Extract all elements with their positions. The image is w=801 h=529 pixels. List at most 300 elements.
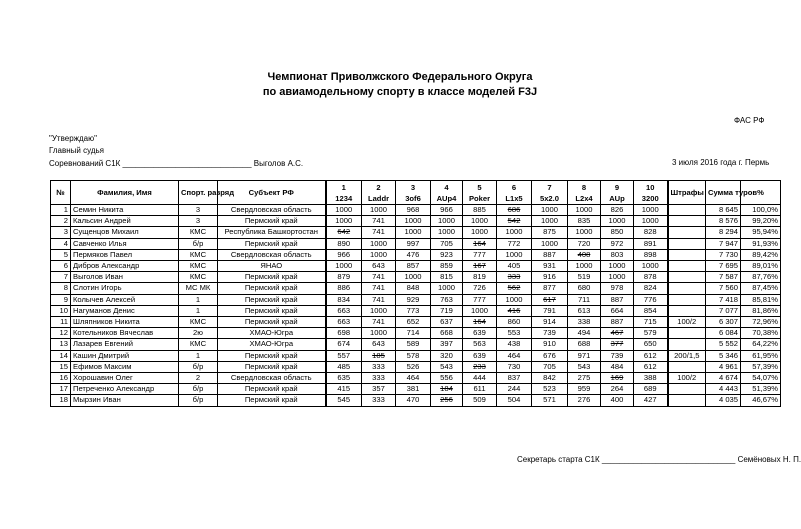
name-cell: Выголов Иван (71, 272, 179, 283)
score-cell: 464 (497, 350, 532, 361)
region-cell: Пермский край (218, 305, 326, 316)
score-cell: 772 (497, 238, 532, 249)
score-cell: 688 (568, 339, 601, 350)
score-cell (497, 216, 532, 227)
score-cell: 916 (532, 272, 568, 283)
pct-cell: 89,01% (741, 261, 781, 272)
penalty-cell (668, 249, 706, 260)
score-cell: 711 (568, 294, 601, 305)
score-cell: 415 (326, 384, 362, 395)
sum-cell: 7 587 (706, 272, 741, 283)
score-cell: 1000 (568, 261, 601, 272)
score-cell: 476 (396, 249, 431, 260)
name-cell: Мырзин Иван (71, 395, 179, 406)
score-cell: 997 (396, 238, 431, 249)
pct-cell: 81,86% (741, 305, 781, 316)
score-cell: 857 (396, 261, 431, 272)
score-cell: 1000 (431, 216, 463, 227)
table-body (51, 205, 781, 407)
judge-line: Соревнований С1К _____________________________ Выголов А.С. (49, 159, 304, 168)
score-cell: 637 (431, 317, 463, 328)
rank-cell: КМС (179, 272, 218, 283)
results-table (50, 180, 781, 407)
penalty-cell (668, 384, 706, 395)
score-cell: 663 (326, 305, 362, 316)
penalty-cell: 100/2 (668, 373, 706, 384)
score-cell (431, 384, 463, 395)
score-cell: 1000 (532, 238, 568, 249)
score-cell: 1000 (362, 305, 396, 316)
sum-cell: 5 346 (706, 350, 741, 361)
score-cell: 1000 (396, 272, 431, 283)
score-cell: 719 (431, 305, 463, 316)
n-cell: 1 (51, 205, 71, 216)
score-cell: 556 (431, 373, 463, 384)
score-cell: 923 (431, 249, 463, 260)
score-cell: 680 (568, 283, 601, 294)
score-cell: 885 (463, 205, 497, 216)
name-cell: Кашин Дмитрий (71, 350, 179, 361)
penalty-cell (668, 339, 706, 350)
region-cell: Пермский край (218, 317, 326, 328)
table-row (51, 373, 781, 384)
table-row (51, 238, 781, 249)
header-cell: 9 AUp (601, 181, 634, 205)
name-cell: Дибров Александр (71, 261, 179, 272)
score-cell (497, 205, 532, 216)
rank-cell: 1 (179, 350, 218, 361)
score-cell: 887 (532, 249, 568, 260)
pct-cell: 51,39% (741, 384, 781, 395)
n-cell: 6 (51, 261, 71, 272)
score-cell: 635 (326, 373, 362, 384)
pct-cell: 95,94% (741, 227, 781, 238)
score-cell: 485 (326, 361, 362, 372)
sum-cell: 8 645 (706, 205, 741, 216)
sum-cell: 7 560 (706, 283, 741, 294)
name-cell: Семин Никита (71, 205, 179, 216)
score-cell (463, 317, 497, 328)
header-cell: 3 3of6 (396, 181, 431, 205)
score-cell: 878 (634, 272, 668, 283)
score-cell: 1000 (463, 216, 497, 227)
discarded-score: 377 (610, 339, 624, 349)
score-cell: 929 (396, 294, 431, 305)
score-cell: 819 (463, 272, 497, 283)
table-row (51, 205, 781, 216)
header-cell: 10 3200 (634, 181, 668, 205)
score-cell: 1000 (362, 205, 396, 216)
score-cell: 826 (601, 205, 634, 216)
score-cell: 578 (396, 350, 431, 361)
score-cell: 741 (362, 272, 396, 283)
rank-cell: 1 (179, 294, 218, 305)
score-cell: 405 (497, 261, 532, 272)
score-cell: 834 (326, 294, 362, 305)
pct-cell: 85,81% (741, 294, 781, 305)
region-cell: Пермский край (218, 294, 326, 305)
score-cell: 966 (431, 205, 463, 216)
name-cell: Хорошавин Олег (71, 373, 179, 384)
score-cell: 1000 (463, 227, 497, 238)
sum-cell: 5 552 (706, 339, 741, 350)
score-cell: 879 (326, 272, 362, 283)
header-cell: 8 L2x4 (568, 181, 601, 205)
table-header-row (51, 181, 781, 205)
score-cell: 643 (362, 261, 396, 272)
judge-title: Главный судья (49, 146, 105, 155)
score-cell: 612 (634, 361, 668, 372)
penalty-cell (668, 216, 706, 227)
score-cell (497, 305, 532, 316)
table-row (51, 361, 781, 372)
discarded-score: 167 (473, 261, 486, 271)
region-cell: Пермский край (218, 238, 326, 249)
score-cell: 381 (396, 384, 431, 395)
score-cell: 978 (601, 283, 634, 294)
region-cell: ХМАО-Югра (218, 328, 326, 339)
rank-cell: КМС (179, 261, 218, 272)
score-cell (463, 238, 497, 249)
region-cell: Пермский край (218, 350, 326, 361)
score-cell (601, 328, 634, 339)
rank-cell: б/р (179, 238, 218, 249)
score-cell (497, 272, 532, 283)
score-cell: 848 (396, 283, 431, 294)
sum-cell: 6 084 (706, 328, 741, 339)
score-cell (463, 261, 497, 272)
header-cell: % (741, 181, 781, 205)
region-cell: Свердловская область (218, 205, 326, 216)
discarded-score: 184 (440, 384, 453, 394)
score-cell: 571 (532, 395, 568, 406)
score-cell: 509 (463, 395, 497, 406)
pct-cell: 46,67% (741, 395, 781, 406)
score-cell: 444 (463, 373, 497, 384)
name-cell: Сущенцов Михаил (71, 227, 179, 238)
n-cell: 14 (51, 350, 71, 361)
score-cell: 388 (634, 373, 668, 384)
score-cell (568, 249, 601, 260)
penalty-cell (668, 227, 706, 238)
pct-cell: 70,38% (741, 328, 781, 339)
score-cell: 887 (601, 317, 634, 328)
score-cell: 741 (362, 216, 396, 227)
score-cell: 777 (463, 249, 497, 260)
rank-cell: б/р (179, 395, 218, 406)
score-cell: 333 (362, 395, 396, 406)
score-cell: 705 (532, 361, 568, 372)
score-cell: 504 (497, 395, 532, 406)
sum-cell: 8 576 (706, 216, 741, 227)
discarded-score: 164 (473, 238, 486, 248)
score-cell: 674 (326, 339, 362, 350)
score-cell: 741 (362, 294, 396, 305)
score-cell: 959 (568, 384, 601, 395)
score-cell (497, 283, 532, 294)
n-cell: 12 (51, 328, 71, 339)
discarded-score: 164 (473, 317, 486, 327)
table-row (51, 317, 781, 328)
score-cell: 776 (634, 294, 668, 305)
penalty-cell (668, 261, 706, 272)
n-cell: 7 (51, 272, 71, 283)
score-cell: 842 (532, 373, 568, 384)
score-cell: 1000 (601, 261, 634, 272)
table-row (51, 294, 781, 305)
name-cell: Шляпников Никита (71, 317, 179, 328)
header-cell: № (51, 181, 71, 205)
n-cell: 5 (51, 249, 71, 260)
score-cell (601, 373, 634, 384)
n-cell: 13 (51, 339, 71, 350)
score-cell: 859 (431, 261, 463, 272)
score-cell: 890 (326, 238, 362, 249)
pct-cell: 72,96% (741, 317, 781, 328)
rank-cell: б/р (179, 384, 218, 395)
region-cell: Пермский край (218, 395, 326, 406)
score-cell: 1000 (362, 238, 396, 249)
score-cell (463, 361, 497, 372)
header-cell: 2 Laddr (362, 181, 396, 205)
score-cell: 854 (634, 305, 668, 316)
score-cell: 1000 (601, 272, 634, 283)
penalty-cell (668, 361, 706, 372)
n-cell: 3 (51, 227, 71, 238)
discarded-score: 256 (440, 395, 453, 405)
pct-cell: 87,45% (741, 283, 781, 294)
score-cell: 427 (634, 395, 668, 406)
discarded-score: 185 (372, 350, 385, 360)
name-cell: Савченко Илья (71, 238, 179, 249)
discarded-score: 617 (543, 294, 556, 304)
region-cell: Пермский край (218, 384, 326, 395)
name-cell: Лазарев Евгений (71, 339, 179, 350)
score-cell: 835 (568, 216, 601, 227)
score-cell: 910 (532, 339, 568, 350)
score-cell: 689 (634, 384, 668, 395)
score-cell: 803 (601, 249, 634, 260)
score-cell: 741 (362, 283, 396, 294)
region-cell: Пермский край (218, 361, 326, 372)
region-cell: ЯНАО (218, 261, 326, 272)
score-cell: 891 (634, 238, 668, 249)
score-cell: 639 (463, 350, 497, 361)
score-cell: 1000 (497, 227, 532, 238)
penalty-cell (668, 238, 706, 249)
score-cell: 400 (601, 395, 634, 406)
region-cell: Пермский край (218, 216, 326, 227)
score-cell: 1000 (463, 305, 497, 316)
score-cell: 557 (326, 350, 362, 361)
table-row (51, 384, 781, 395)
score-cell: 543 (568, 361, 601, 372)
score-cell: 931 (532, 261, 568, 272)
rank-cell: КМС (179, 317, 218, 328)
score-cell: 1000 (326, 261, 362, 272)
rank-cell: МС МК (179, 283, 218, 294)
score-cell: 464 (396, 373, 431, 384)
pct-cell: 87,76% (741, 272, 781, 283)
score-cell: 1000 (634, 261, 668, 272)
pct-cell: 54,07% (741, 373, 781, 384)
score-cell: 828 (634, 227, 668, 238)
secretary-line: Секретарь старта С1К ______________________________ Семёновых Н. П. (517, 455, 801, 464)
score-cell: 589 (396, 339, 431, 350)
score-cell: 397 (431, 339, 463, 350)
score-cell: 763 (431, 294, 463, 305)
pct-cell: 100,0% (741, 205, 781, 216)
score-cell: 563 (463, 339, 497, 350)
rank-cell: КМС (179, 227, 218, 238)
n-cell: 10 (51, 305, 71, 316)
score-cell: 357 (362, 384, 396, 395)
score-cell: 791 (532, 305, 568, 316)
header-cell: 5 Poker (463, 181, 497, 205)
score-cell: 579 (634, 328, 668, 339)
score-cell: 676 (532, 350, 568, 361)
score-cell: 545 (326, 395, 362, 406)
n-cell: 8 (51, 283, 71, 294)
header-cell: Сумма туров (706, 181, 741, 205)
rank-cell: 3 (179, 216, 218, 227)
score-cell: 837 (497, 373, 532, 384)
score-cell: 333 (362, 373, 396, 384)
score-cell: 264 (601, 384, 634, 395)
score-cell: 741 (362, 227, 396, 238)
sum-cell: 7 730 (706, 249, 741, 260)
pct-cell: 91,93% (741, 238, 781, 249)
score-cell: 494 (568, 328, 601, 339)
score-cell: 650 (634, 339, 668, 350)
score-cell: 1000 (431, 227, 463, 238)
name-cell: Ефимов Максим (71, 361, 179, 372)
discarded-score: 416 (507, 305, 521, 315)
n-cell: 17 (51, 384, 71, 395)
score-cell: 1000 (634, 216, 668, 227)
doc-title-line1: Чемпионат Приволжского Федерального Округа (267, 71, 533, 83)
score-cell: 668 (431, 328, 463, 339)
sum-cell: 7 947 (706, 238, 741, 249)
score-cell: 877 (532, 283, 568, 294)
name-cell: Нагуманов Денис (71, 305, 179, 316)
n-cell: 11 (51, 317, 71, 328)
table-row (51, 350, 781, 361)
score-cell: 523 (532, 384, 568, 395)
table-row (51, 272, 781, 283)
region-cell: ХМАО-Югра (218, 339, 326, 350)
score-cell: 1000 (326, 205, 362, 216)
discarded-score: 542 (507, 216, 521, 226)
penalty-cell (668, 395, 706, 406)
header-cell: Спорт. разряд (179, 181, 218, 205)
score-cell: 338 (568, 317, 601, 328)
score-cell: 715 (634, 317, 668, 328)
sum-cell: 4 674 (706, 373, 741, 384)
penalty-cell (668, 205, 706, 216)
score-cell (532, 294, 568, 305)
table-row (51, 328, 781, 339)
score-cell: 726 (463, 283, 497, 294)
score-cell: 1000 (497, 294, 532, 305)
discarded-score: 686 (507, 205, 521, 214)
penalty-cell (668, 283, 706, 294)
table-row (51, 216, 781, 227)
score-cell: 714 (396, 328, 431, 339)
score-cell: 643 (362, 339, 396, 350)
penalty-cell (668, 294, 706, 305)
score-cell: 664 (601, 305, 634, 316)
sum-cell: 4 961 (706, 361, 741, 372)
header-cell: Штрафы (668, 181, 706, 205)
score-cell (601, 339, 634, 350)
table-row (51, 395, 781, 406)
score-cell (326, 227, 362, 238)
score-cell: 333 (362, 361, 396, 372)
score-cell: 519 (568, 272, 601, 283)
table-row (51, 339, 781, 350)
discarded-score: 467 (610, 328, 624, 338)
table-row (51, 261, 781, 272)
name-cell: Кальсин Андрей (71, 216, 179, 227)
approve-label: "Утверждаю" (49, 134, 97, 143)
sum-cell: 7 418 (706, 294, 741, 305)
name-cell: Слотин Игорь (71, 283, 179, 294)
n-cell: 18 (51, 395, 71, 406)
score-cell: 777 (463, 294, 497, 305)
score-cell: 663 (326, 317, 362, 328)
score-cell: 860 (497, 317, 532, 328)
score-cell: 739 (532, 328, 568, 339)
score-cell: 705 (431, 238, 463, 249)
n-cell: 15 (51, 361, 71, 372)
region-cell: Пермский край (218, 272, 326, 283)
header-cell: 4 AUp4 (431, 181, 463, 205)
score-cell: 815 (431, 272, 463, 283)
score-cell: 875 (532, 227, 568, 238)
score-cell: 966 (326, 249, 362, 260)
score-cell: 1000 (497, 249, 532, 260)
penalty-cell: 200/1,5 (668, 350, 706, 361)
region-cell: Свердловская область (218, 249, 326, 260)
score-cell: 639 (463, 328, 497, 339)
score-cell: 275 (568, 373, 601, 384)
region-cell: Республика Башкортостан (218, 227, 326, 238)
region-cell: Пермский край (218, 283, 326, 294)
score-cell: 1000 (532, 205, 568, 216)
score-cell: 1000 (326, 216, 362, 227)
pct-cell: 61,95% (741, 350, 781, 361)
score-cell: 470 (396, 395, 431, 406)
discarded-score: 408 (577, 249, 591, 259)
score-cell: 611 (463, 384, 497, 395)
sum-cell: 7 077 (706, 305, 741, 316)
org-label: ФАС РФ (734, 116, 765, 125)
penalty-cell (668, 305, 706, 316)
name-cell: Петреченко Александр (71, 384, 179, 395)
sum-cell: 8 294 (706, 227, 741, 238)
n-cell: 16 (51, 373, 71, 384)
score-cell: 1000 (362, 249, 396, 260)
score-cell: 914 (532, 317, 568, 328)
score-cell (431, 395, 463, 406)
rank-cell: б/р (179, 361, 218, 372)
score-cell: 824 (634, 283, 668, 294)
score-cell: 1000 (396, 216, 431, 227)
penalty-cell (668, 328, 706, 339)
score-cell: 276 (568, 395, 601, 406)
score-cell: 320 (431, 350, 463, 361)
